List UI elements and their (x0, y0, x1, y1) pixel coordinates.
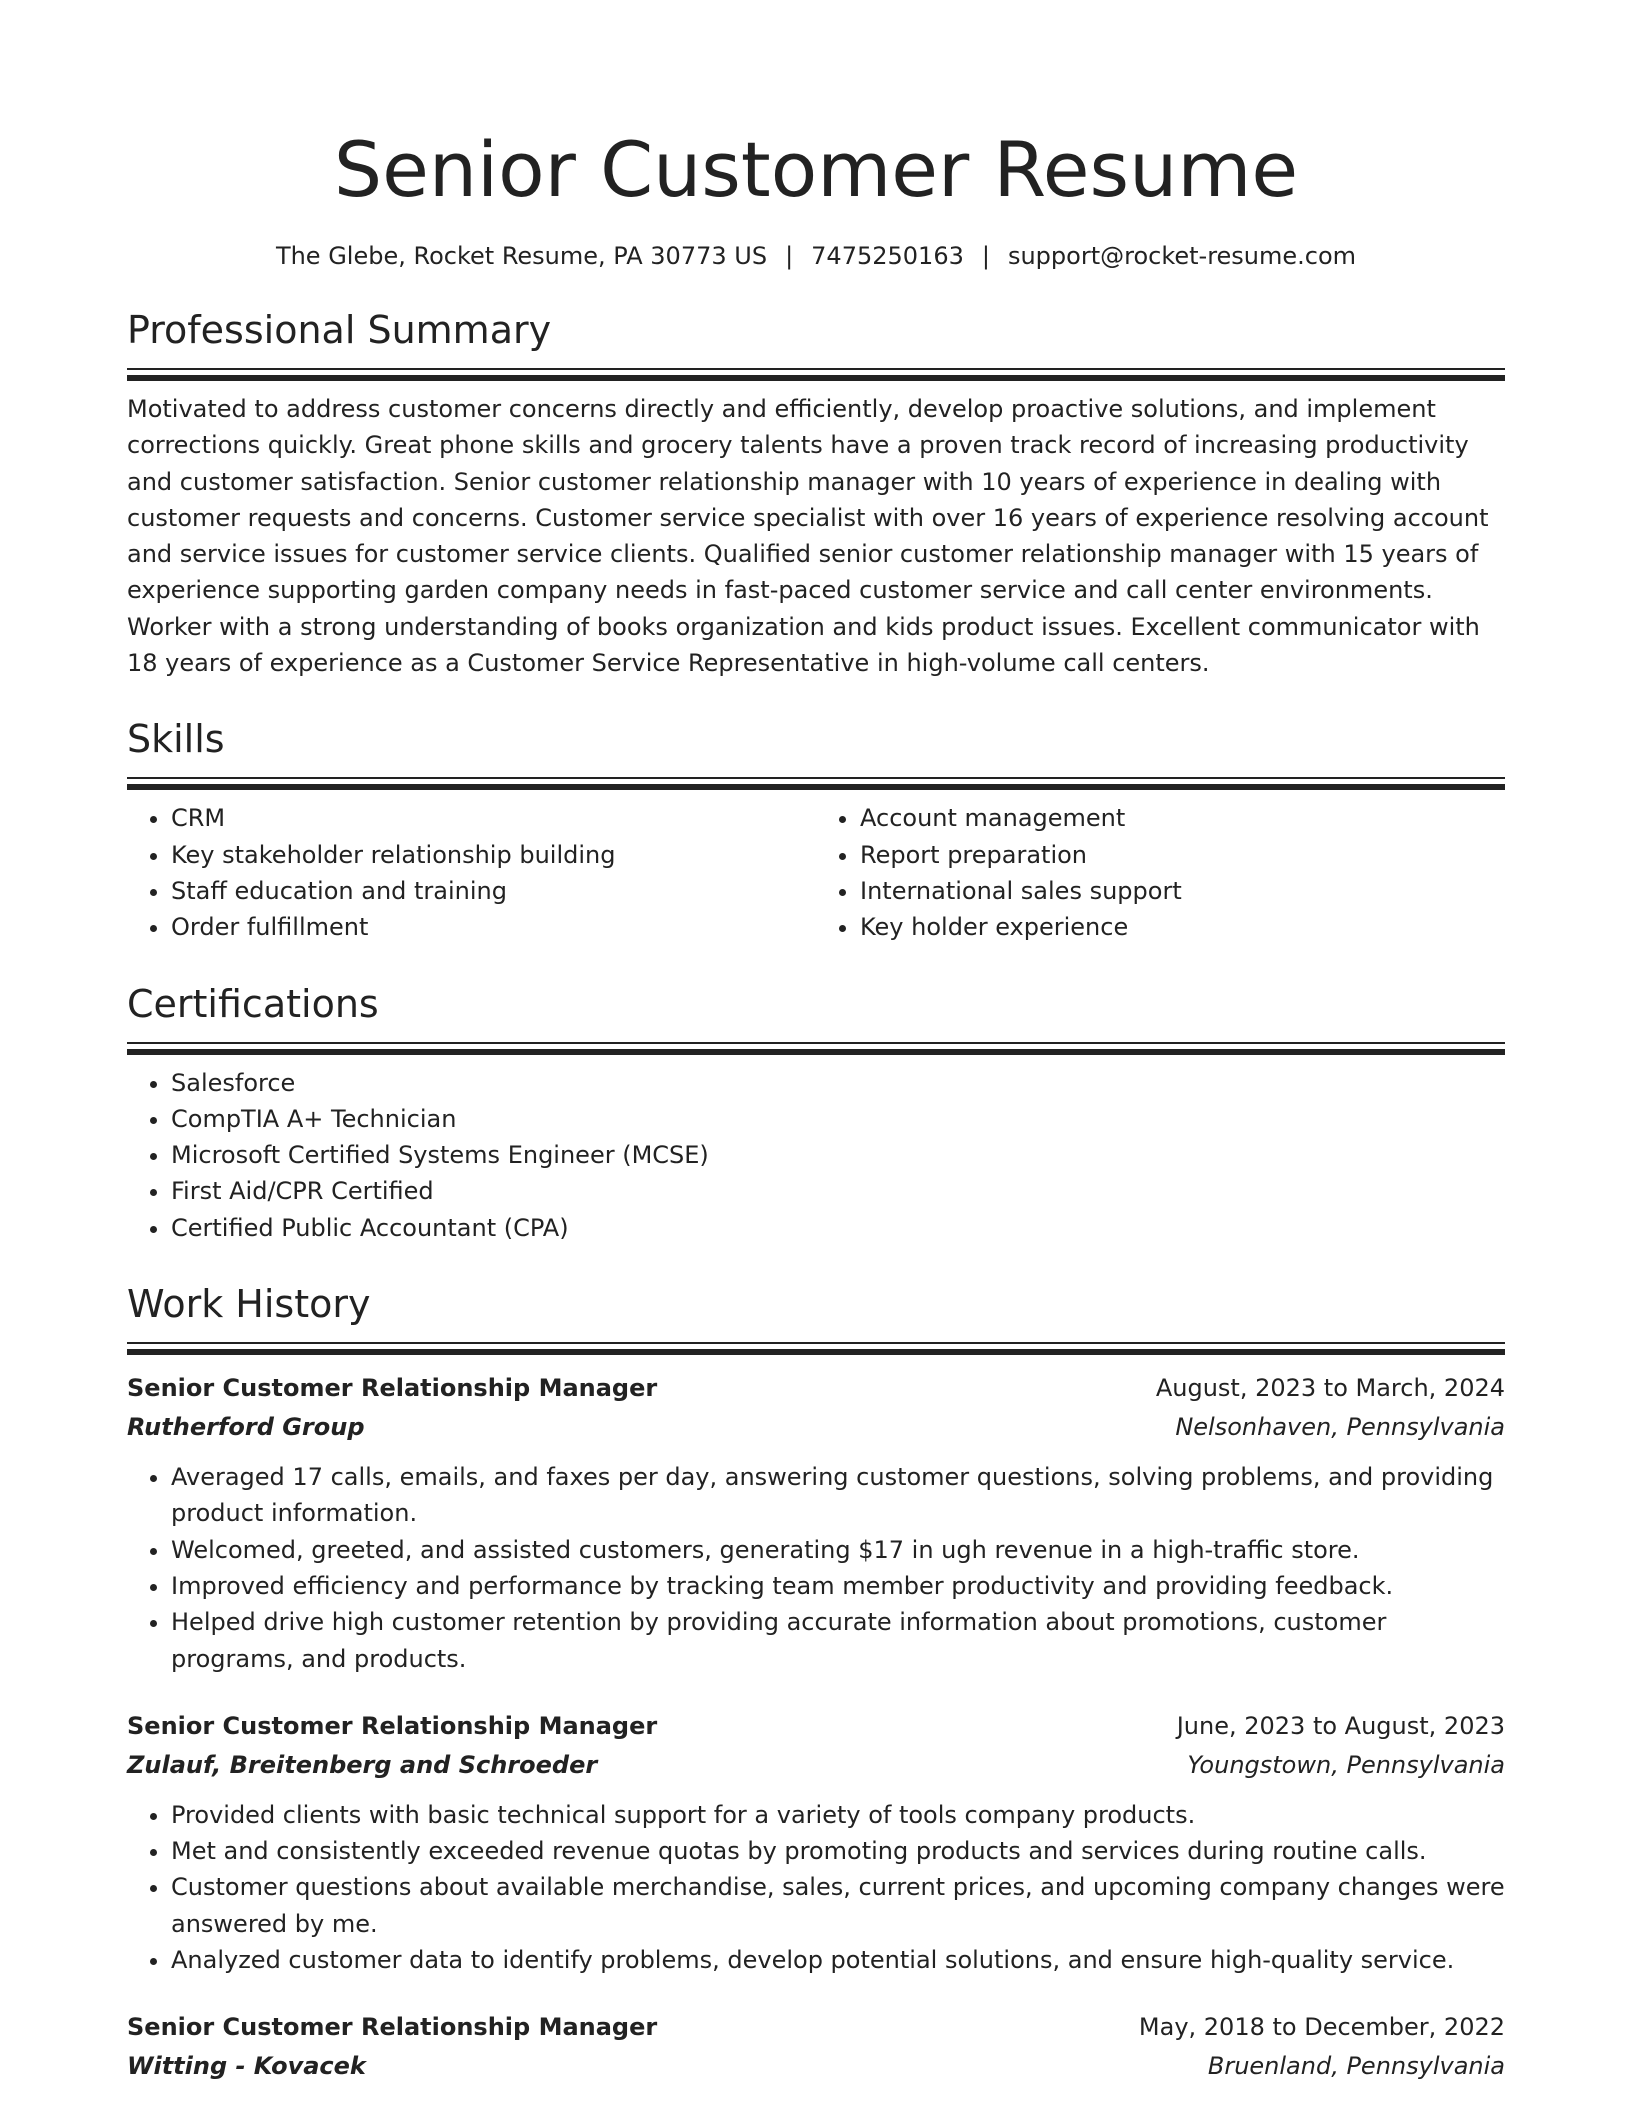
job-bullet: • Analyzed customer data to identify problems, develop potential solutions, and ensure high-quality service. (171, 1942, 1505, 1978)
work-history-heading: Work History (127, 1282, 371, 1327)
certification-item: • Salesforce (171, 1065, 1505, 1101)
certifications-heading: Certifications (127, 981, 379, 1026)
job-bullet: • Helped drive high customer retention by providing accurate information about promotions, customer programs, and products. (171, 1604, 1505, 1677)
contact-address: The Glebe, Rocket Resume, PA 30773 US (275, 242, 768, 270)
job-company: Witting - Kovacek (127, 2052, 366, 2081)
job-entry (127, 2008, 1505, 2086)
certifications-list (127, 1065, 1505, 1246)
skill-item: • Account management (860, 800, 1505, 836)
summary-text: Motivated to address customer concerns directly and efficiently, develop proactive solutions, and implement corrections quickly. Great phone skills and grocery talents have a proven track record of increasing productivity and customer satisfaction. Senior customer relationship manager with 10 years of experience in dealing with customer requests and concerns. Customer service specialist with over 16 years of experience resolving account and service issues for customer service clients. Qualified senior customer relationship manager with 15 years of experience supporting garden company needs in fast-paced customer service and call center environments. Worker with a strong understanding of books organization and kids product issues. Excellent communicator with 18 years of experience as a Customer Service Representative in high-volume call centers. (127, 395, 1489, 678)
skill-item: • Key stakeholder relationship building (171, 837, 816, 873)
job-bullet: • Met and consistently exceeded revenue quotas by promoting products and services during routine calls. (171, 1833, 1505, 1869)
job-dates: August, 2023 to March, 2024 (1155, 1374, 1505, 1403)
job-location: Bruenland, Pennsylvania (1207, 2052, 1505, 2081)
certification-item: • Certified Public Accountant (CPA) (171, 1210, 1505, 1246)
summary-section (127, 306, 1505, 681)
resume-title: Senior Customer Resume (333, 125, 1299, 214)
job-entry (127, 1707, 1505, 1978)
job-company-row (127, 1408, 1505, 1447)
certification-item: • Microsoft Certified Systems Engineer (MCSE) (171, 1137, 1505, 1173)
job-bullet: • Improved efficiency and performance by tracking team member productivity and providing feedback. (171, 1568, 1505, 1604)
contact-email: support@rocket-resume.com (1007, 242, 1357, 270)
job-bullet: • Provided clients with basic technical support for a variety of tools company products. (171, 1797, 1505, 1833)
skills-heading: Skills (127, 717, 225, 762)
job-title: Senior Customer Relationship Manager (127, 1374, 658, 1403)
work-history-section (127, 1280, 1505, 2086)
job-bullet: • Welcomed, greeted, and assisted customers, generating $17 in ugh revenue in a high-traffic store. (171, 1532, 1505, 1568)
job-location: Nelsonhaven, Pennsylvania (1175, 1413, 1505, 1442)
job-title: Senior Customer Relationship Manager (127, 1711, 658, 1740)
job-bullets (127, 1797, 1505, 1978)
section-divider (127, 1042, 1505, 1055)
job-location: Youngstown, Pennsylvania (1187, 1750, 1505, 1779)
job-dates: June, 2023 to August, 2023 (1176, 1711, 1505, 1740)
job-header-row (127, 1369, 1505, 1408)
contact-separator: | (785, 242, 794, 270)
job-company-row (127, 2047, 1505, 2086)
skills-list-left (127, 800, 816, 945)
contact-line (127, 240, 1505, 272)
job-header-row (127, 2008, 1505, 2047)
job-bullet: • Customer questions about available merchandise, sales, current prices, and upcoming company changes were answered by me. (171, 1869, 1505, 1942)
summary-heading: Professional Summary (127, 308, 552, 352)
skill-item: • Report preparation (860, 837, 1505, 873)
job-company: Zulauf, Breitenberg and Schroeder (127, 1750, 598, 1779)
job-dates: May, 2018 to December, 2022 (1138, 2013, 1505, 2042)
skills-grid (127, 790, 1505, 945)
job-header-row (127, 1707, 1505, 1746)
job-company-row (127, 1746, 1505, 1785)
section-divider (127, 368, 1505, 381)
job-title: Senior Customer Relationship Manager (127, 2013, 658, 2042)
skill-item: • Order fulfillment (171, 909, 816, 945)
certifications-section (127, 980, 1505, 1246)
skills-section (127, 715, 1505, 945)
skill-item: • Staff education and training (171, 873, 816, 909)
job-entry (127, 1369, 1505, 1677)
skill-item: • International sales support (860, 873, 1505, 909)
skill-item: • CRM (171, 800, 816, 836)
section-divider (127, 1342, 1505, 1355)
certification-item: • CompTIA A+ Technician (171, 1101, 1505, 1137)
contact-separator: | (981, 242, 990, 270)
job-company: Rutherford Group (127, 1413, 365, 1442)
job-bullets (127, 1459, 1505, 1677)
job-bullet: • Averaged 17 calls, emails, and faxes per day, answering customer questions, solving problems, and providing product information. (171, 1459, 1505, 1532)
section-divider (127, 777, 1505, 790)
skill-item: • Key holder experience (860, 909, 1505, 945)
skills-list-right (816, 800, 1505, 945)
contact-phone: 7475250163 (811, 242, 964, 270)
certification-item: • First Aid/CPR Certified (171, 1173, 1505, 1209)
